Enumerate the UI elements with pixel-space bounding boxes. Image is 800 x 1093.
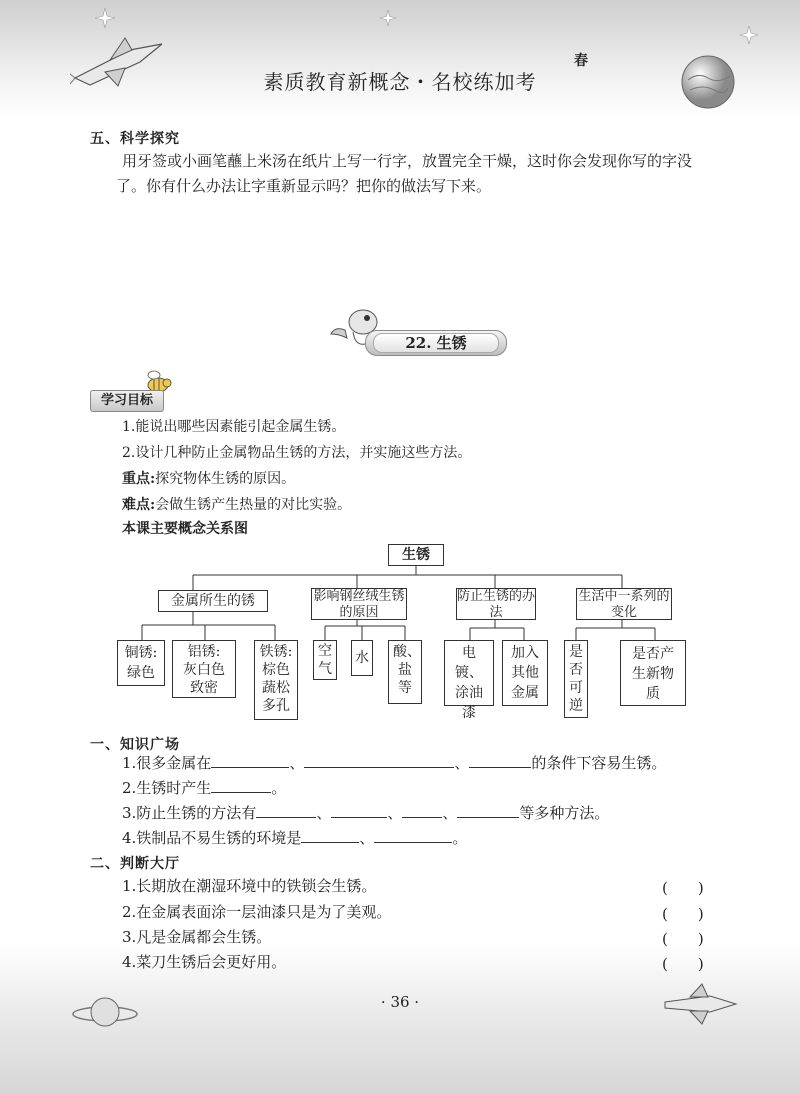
judgement-item: 4.菜刀生锈后会更好用。 bbox=[122, 953, 287, 971]
goal-item: 1.能说出哪些因素能引起金属生锈。 bbox=[122, 419, 346, 435]
answer-blank[interactable] bbox=[211, 752, 289, 768]
concept-rust-factors: 影响钢丝绒生锈的原因 bbox=[311, 588, 407, 620]
question-text: 1.很多金属在 bbox=[122, 754, 212, 772]
answer-blank[interactable] bbox=[331, 802, 387, 818]
section-heading-judgement: 二、判断大厅 bbox=[90, 856, 180, 872]
rust-type-name: 铜锈: bbox=[124, 645, 158, 661]
factor-acid-salt: 酸、盐等 bbox=[388, 640, 422, 704]
method-alloy: 加入其他金属 bbox=[502, 640, 548, 706]
separator: 、 bbox=[442, 804, 458, 822]
question-text: 4.铁制品不易生锈的环境是 bbox=[122, 829, 302, 847]
difficulty-label: 难点: bbox=[122, 497, 156, 513]
answer-parentheses[interactable]: ( ) bbox=[662, 905, 704, 923]
question-2 bbox=[122, 777, 286, 799]
answer-parentheses[interactable]: ( ) bbox=[662, 930, 704, 948]
key-label: 重点: bbox=[122, 471, 156, 487]
separator: 、 bbox=[454, 754, 470, 772]
separator: 、 bbox=[289, 754, 305, 772]
question-1 bbox=[122, 752, 666, 774]
goals-tag: 学习目标 bbox=[90, 390, 164, 412]
answer-blank[interactable] bbox=[301, 827, 359, 843]
question-text: 的条件下容易生锈。 bbox=[531, 754, 667, 772]
goal-item: 2.设计几种防止金属物品生锈的方法，并实施这些方法。 bbox=[122, 445, 472, 461]
rust-type-desc: 灰白色致密 bbox=[183, 662, 225, 696]
answer-parentheses[interactable]: ( ) bbox=[662, 955, 704, 973]
key-text: 探究物体生锈的原因。 bbox=[155, 471, 296, 487]
question-3 bbox=[122, 802, 609, 824]
answer-blank[interactable] bbox=[304, 752, 454, 768]
concept-metal-rust: 金属所生的锈 bbox=[158, 590, 268, 612]
section-heading-science: 五、科学探究 bbox=[90, 131, 180, 147]
separator: 、 bbox=[387, 804, 403, 822]
rust-type-desc: 绿色 bbox=[127, 665, 155, 681]
paragraph-line: 用牙签或小画笔蘸上米汤在纸片上写一行字，放置完全干燥，这时你会发现你写的字没 bbox=[122, 152, 693, 170]
rust-type-copper bbox=[117, 640, 165, 686]
section-heading-knowledge: 一、知识广场 bbox=[90, 737, 180, 753]
difficulty-text: 会做生锈产生热量的对比实验。 bbox=[155, 497, 352, 513]
factor-air: 空气 bbox=[313, 640, 337, 680]
judgement-item: 3.凡是金属都会生锈。 bbox=[122, 928, 272, 946]
answer-blank[interactable] bbox=[457, 802, 519, 818]
answer-blank[interactable] bbox=[469, 752, 531, 768]
concept-prevention: 防止生锈的办法 bbox=[457, 589, 536, 620]
question-4 bbox=[122, 827, 467, 849]
question-text: 。 bbox=[271, 779, 287, 797]
concept-root: 生锈 bbox=[388, 544, 444, 566]
question-text: 等多种方法。 bbox=[519, 804, 610, 822]
question-text: 3.防止生锈的方法有 bbox=[122, 804, 257, 822]
judgement-item: 2.在金属表面涂一层油漆只是为了美观。 bbox=[122, 903, 392, 921]
judgement-item: 1.长期放在潮湿环境中的铁锁会生锈。 bbox=[122, 877, 377, 895]
header-title: 素质教育新概念・名校练加考 bbox=[263, 70, 537, 94]
page-number: · 36 · bbox=[380, 993, 420, 1011]
season-label: 春 bbox=[574, 53, 588, 69]
question-text: 2.生锈时产生 bbox=[122, 779, 212, 797]
change-new-substance: 是否产生新物质 bbox=[620, 640, 686, 706]
concept-life-changes: 生活中一系列的变化 bbox=[576, 588, 672, 620]
answer-blank[interactable] bbox=[256, 802, 316, 818]
rust-type-aluminum bbox=[172, 640, 236, 698]
concept-map-title: 本课主要概念关系图 bbox=[122, 521, 248, 537]
answer-parentheses[interactable]: ( ) bbox=[662, 879, 704, 897]
method-plating: 电镀、涂油漆 bbox=[444, 640, 494, 706]
separator: 、 bbox=[359, 829, 375, 847]
question-text: 。 bbox=[452, 829, 468, 847]
paragraph-line: 了。你有什么办法让字重新显示吗？把你的做法写下来。 bbox=[116, 177, 492, 195]
answer-blank[interactable] bbox=[402, 802, 442, 818]
answer-blank[interactable] bbox=[374, 827, 452, 843]
rust-type-name: 铁锈: bbox=[259, 644, 293, 660]
rust-type-name: 铝锈: bbox=[187, 644, 221, 660]
lesson-title: 22. 生锈 bbox=[373, 333, 499, 353]
answer-blank[interactable] bbox=[211, 777, 271, 793]
change-reversible: 是否可逆 bbox=[564, 640, 588, 718]
separator: 、 bbox=[316, 804, 332, 822]
factor-water: 水 bbox=[351, 640, 373, 676]
rust-type-iron bbox=[254, 640, 298, 720]
rust-type-desc: 棕色蔬松多孔 bbox=[262, 662, 290, 714]
